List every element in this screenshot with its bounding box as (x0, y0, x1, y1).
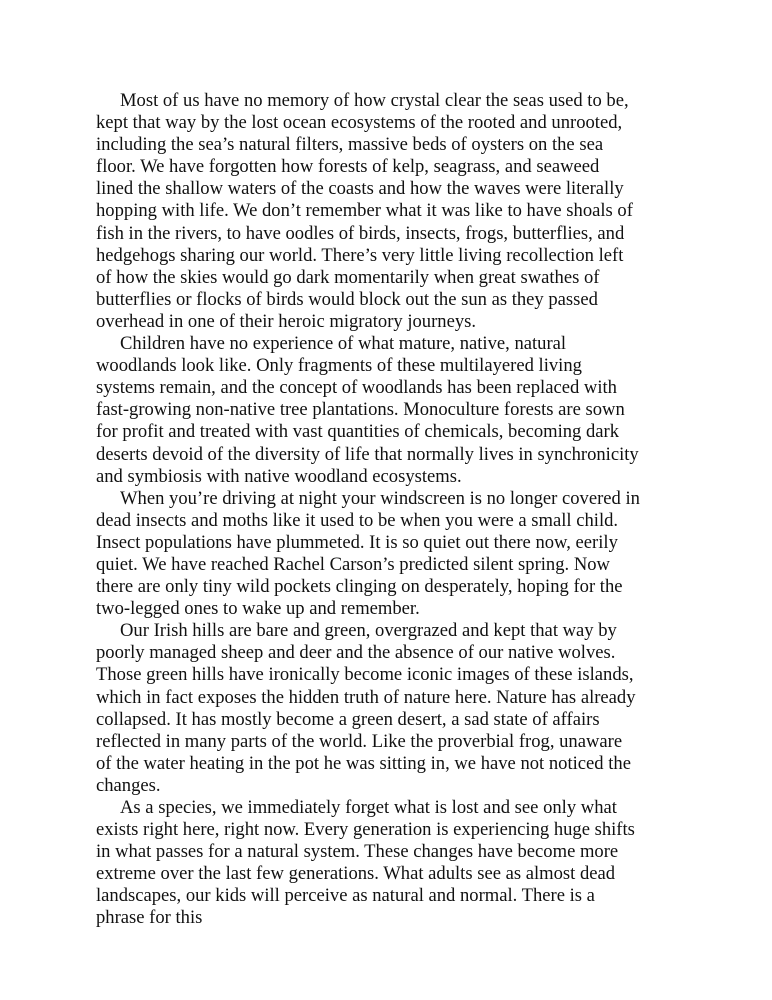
paragraph-insects: When you’re driving at night your windscreen is no longer covered in dead insects and moths like it used to be when you were a small child. Insect populations have plummeted. It is so quiet out there now, eerily quiet. We have reached Rachel Carson’s predicted silent spring. Now there are only tiny wild pockets clinging on desperately, hoping for the two-legged ones to wake up and remember. (96, 487, 640, 620)
paragraph-species-forget: As a species, we immediately forget what is lost and see only what exists right here, right now. Every generation is experiencing huge shifts in what passes for a natural system. These changes have become more extreme over the last few generations. What adults see as almost dead landscapes, our kids will perceive as natural and normal. There is a phrase for this (96, 797, 635, 929)
body-text (96, 90, 640, 930)
paragraph-irish-hills: Our Irish hills are bare and green, overgrazed and kept that way by poorly managed sheep and deer and the absence of our native wolves. Those green hills have ironically become iconic images of these islands, which in fact exposes the hidden truth of nature here. Nature has already collapsed. It has mostly become a green desert, a sad state of affairs reflected in many parts of the world. Like the proverbial frog, unaware of the water heating in the pot he was sitting in, we have not noticed the changes. (96, 620, 636, 796)
paragraph-ocean-memory: Most of us have no memory of how crystal clear the seas used to be, kept that way by the lost ocean ecosystems of the rooted and unrooted, including the sea’s natural filters, massive beds of oysters on the sea floor. We have forgotten how forests of kelp, seagrass, and seaweed lined the shallow waters of the coasts and how the waves were literally hopping with life. We don’t remember what it was like to have shoals of fish in the rivers, to have oodles of birds, insects, frogs, butterflies, and hedgehogs sharing our world. There’s very little living recollection left of how the skies would go dark momentarily when great swathes of butterflies or flocks of birds would block out the sun as they passed overhead in one of their heroic migratory journeys. (96, 90, 633, 332)
paragraph-woodlands: Children have no experience of what mature, native, natural woodlands look like. Only fragments of these multilayered living systems remain, and the concept of woodlands has been replaced with fast-growing non-native tree plantations. Monoculture forests are sown for profit and treated with vast quantities of chemicals, becoming dark deserts devoid of the diversity of life that normally lives in synchronicity and symbiosis with native woodland ecosystems. (96, 333, 639, 487)
